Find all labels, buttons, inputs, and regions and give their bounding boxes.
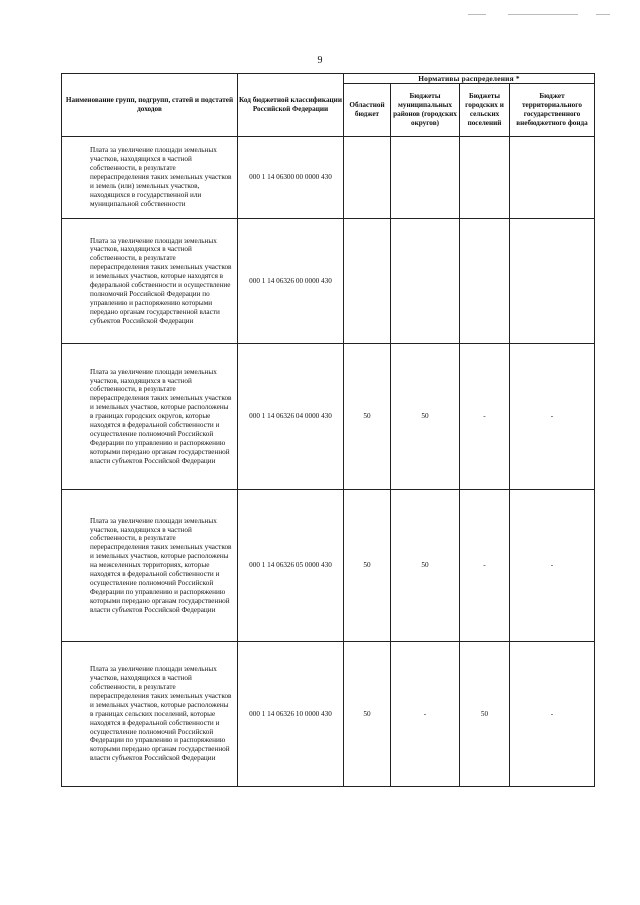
revenue-name: Плата за увеличение площади земельных участков, находящихся в частной собственности, в результате перераспределения таких земельных участков и земельных участков, которые расположены на межселенных территориях, которые находятся в федеральной собственности и осуществление полномочий Российской Федерации по управлению и распоряжению которыми передано органам государственной власти субъектов Российской Федерации (90, 516, 232, 614)
table-row (62, 344, 595, 490)
header-fund-budget: Бюджет территориального государственного внебюджетного фонда (510, 84, 595, 137)
regional-budget-value: 50 (344, 344, 391, 490)
budget-code: 000 1 14 06326 00 0000 430 (238, 219, 344, 344)
fund-budget-value (510, 219, 595, 344)
header-regional-budget: Областной бюджет (344, 84, 391, 137)
revenue-name-cell (62, 642, 238, 787)
regional-budget-value: 50 (344, 642, 391, 787)
header-name: Наименование групп, подгрупп, статей и подстатей доходов (62, 74, 238, 137)
settlement-budget-value (460, 219, 510, 344)
scan-artifact (468, 14, 486, 15)
budget-code: 000 1 14 06326 05 0000 430 (238, 490, 344, 642)
header-norms: Нормативы распределения * (344, 74, 595, 84)
page-number: 9 (317, 55, 323, 66)
municipal-budget-value (391, 219, 460, 344)
settlement-budget-value: - (460, 344, 510, 490)
municipal-budget-value (391, 137, 460, 219)
revenue-name-cell (62, 137, 238, 219)
revenue-name: Плата за увеличение площади земельных участков, находящихся в частной собственности, в результате перераспределения таких земельных участков и земельных участков, которые расположены в границах городских округов, которые находятся в федеральной собственности и осуществление полномочий Российской Федерации по управлению и распоряжению которыми передано органам государственной власти субъектов Российской Федерации (90, 367, 232, 465)
revenue-name-cell (62, 490, 238, 642)
revenue-distribution-table (61, 73, 595, 787)
header-settlement-budgets: Бюджеты городских и сельских поселений (460, 84, 510, 137)
scan-artifact (508, 14, 578, 15)
budget-code: 000 1 14 06326 10 0000 430 (238, 642, 344, 787)
revenue-name: Плата за увеличение площади земельных участков, находящихся в частной собственности, в результате перераспределения таких земельных участков и земель (или) земельных участков, находящихся в государственной или муниципальной собственности (90, 146, 232, 208)
scan-artifact (596, 14, 610, 15)
table-row (62, 137, 595, 219)
fund-budget-value: - (510, 642, 595, 787)
settlement-budget-value: - (460, 490, 510, 642)
header-code: Код бюджетной классификации Российской Федерации (238, 74, 344, 137)
regional-budget-value (344, 219, 391, 344)
settlement-budget-value (460, 137, 510, 219)
revenue-name-cell (62, 219, 238, 344)
regional-budget-value (344, 137, 391, 219)
revenue-name-cell (62, 344, 238, 490)
table-row (62, 642, 595, 787)
settlement-budget-value: 50 (460, 642, 510, 787)
revenue-name: Плата за увеличение площади земельных участков, находящихся в частной собственности, в результате перераспределения таких земельных участков и земельных участков, которые расположены в границах сельских поселений, которые находятся в федеральной собственности и осуществление полномочий Российской Федерации по управлению и распоряжению которыми передано органам государственной власти субъектов Российской Федерации (90, 665, 232, 763)
budget-code: 000 1 14 06326 04 0000 430 (238, 344, 344, 490)
fund-budget-value: - (510, 344, 595, 490)
revenue-name: Плата за увеличение площади земельных участков, находящихся в частной собственности, в результате перераспределения таких земельных участков и земельных участков, которые находятся в федеральной собственности и осуществление полномочий Российской Федерации по управлению и распоряжению которыми передано органам государственной власти субъектов Российской Федерации (90, 236, 232, 325)
municipal-budget-value: 50 (391, 344, 460, 490)
fund-budget-value (510, 137, 595, 219)
municipal-budget-value: 50 (391, 490, 460, 642)
fund-budget-value: - (510, 490, 595, 642)
municipal-budget-value: - (391, 642, 460, 787)
header-municipal-budgets: Бюджеты муниципальных районов (городских округов) (391, 84, 460, 137)
regional-budget-value: 50 (344, 490, 391, 642)
table-row (62, 490, 595, 642)
budget-code: 000 1 14 06300 00 0000 430 (238, 137, 344, 219)
table-row (62, 219, 595, 344)
